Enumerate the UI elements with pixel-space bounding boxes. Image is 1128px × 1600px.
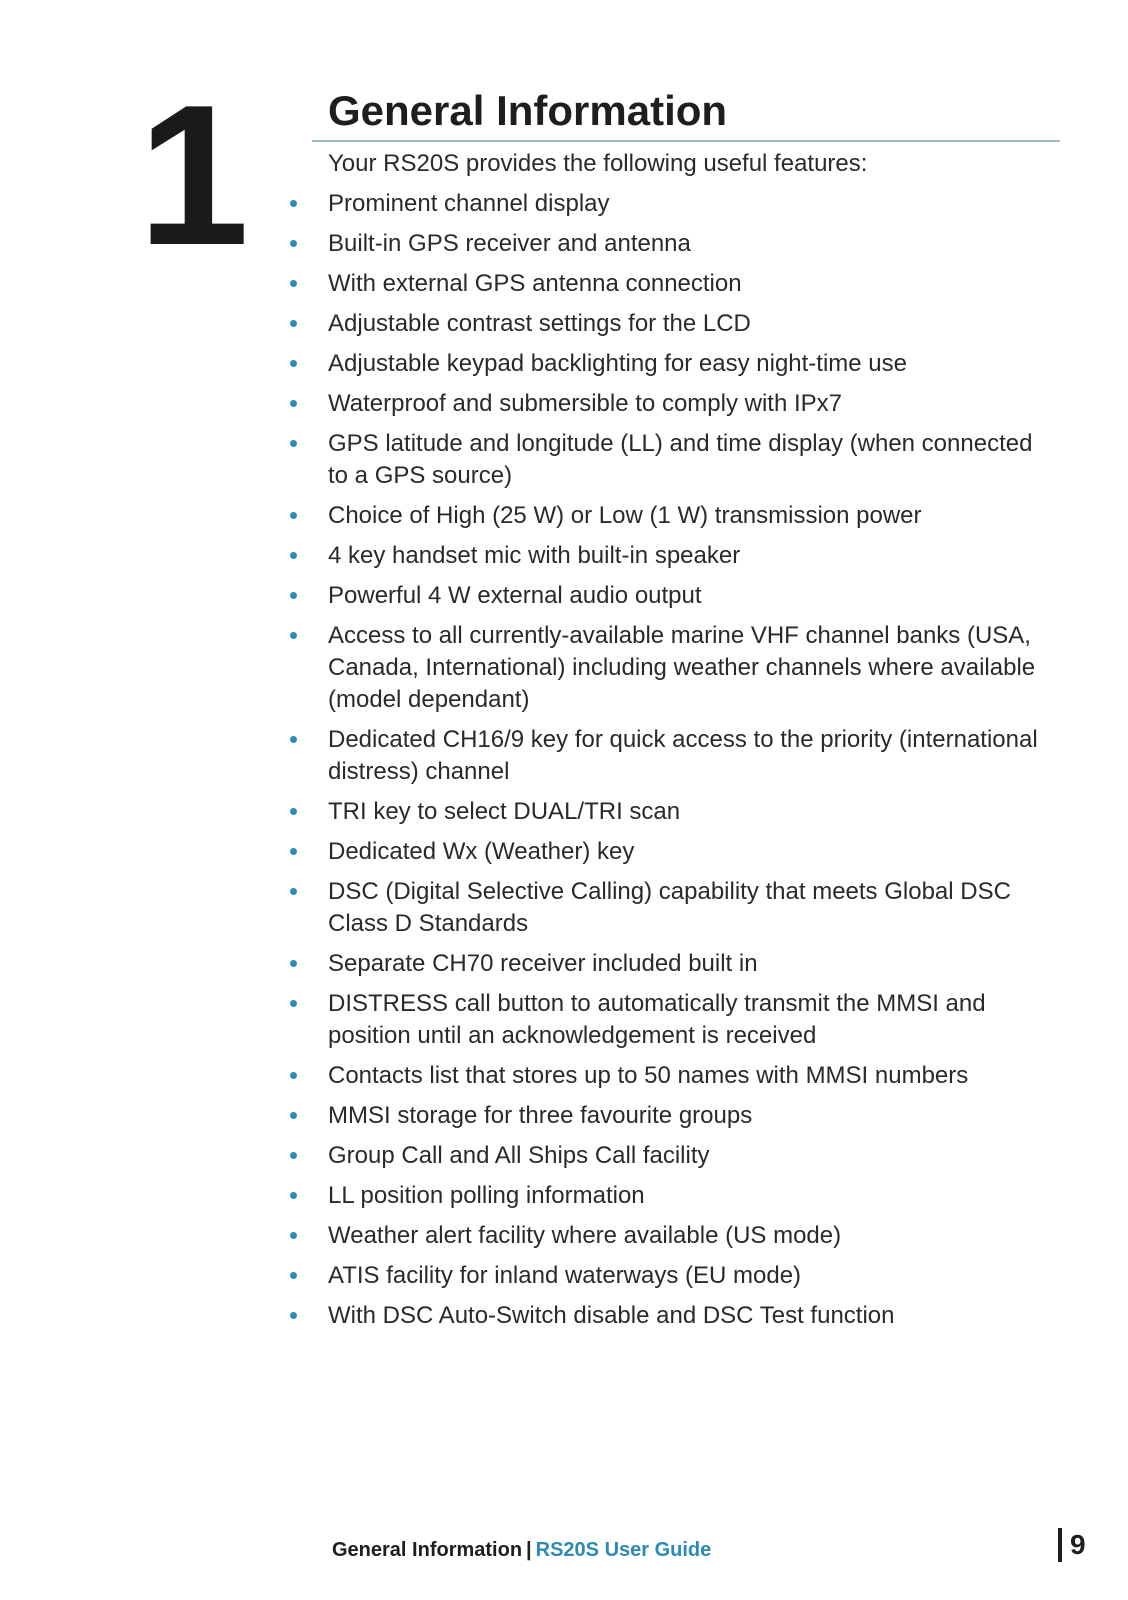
- list-item: [328, 724, 1050, 788]
- page-number: 9: [1058, 1528, 1086, 1562]
- list-item: [328, 796, 1050, 828]
- bullet-icon: [290, 512, 297, 519]
- feature-text: GPS latitude and longitude (LL) and time display (when connected to a GPS source): [328, 430, 1033, 489]
- feature-text: Built-in GPS receiver and antenna: [328, 230, 691, 257]
- bullet-icon: [290, 1312, 297, 1319]
- feature-text: Powerful 4 W external audio output: [328, 582, 702, 609]
- bullet-icon: [290, 888, 297, 895]
- list-item: [328, 228, 1050, 260]
- bullet-icon: [290, 1112, 297, 1119]
- bullet-icon: [290, 320, 297, 327]
- feature-text: TRI key to select DUAL/TRI scan: [328, 798, 681, 825]
- list-item: [328, 876, 1050, 940]
- feature-text: Group Call and All Ships Call facility: [328, 1142, 710, 1169]
- list-item: [328, 988, 1050, 1052]
- list-item: [328, 1100, 1050, 1132]
- footer-section-title: General Information: [332, 1539, 523, 1561]
- feature-text: DISTRESS call button to automatically transmit the MMSI and position until an acknowledgement is received: [328, 990, 986, 1049]
- feature-text: Dedicated Wx (Weather) key: [328, 838, 635, 865]
- bullet-icon: [290, 240, 297, 247]
- feature-text: DSC (Digital Selective Calling) capability that meets Global DSC Class D Standards: [328, 878, 1011, 937]
- feature-text: Adjustable contrast settings for the LCD: [328, 310, 751, 337]
- bullet-icon: [290, 552, 297, 559]
- page-title: General Information: [328, 87, 728, 134]
- list-item: [328, 388, 1050, 420]
- bullet-icon: [290, 400, 297, 407]
- feature-text: With external GPS antenna connection: [328, 270, 742, 297]
- list-item: [328, 1180, 1050, 1212]
- list-item: [328, 1260, 1050, 1292]
- bullet-icon: [290, 1232, 297, 1239]
- bullet-icon: [290, 1072, 297, 1079]
- bullet-icon: [290, 360, 297, 367]
- list-item: [328, 540, 1050, 572]
- list-item: [328, 500, 1050, 532]
- list-item: [328, 428, 1050, 492]
- bullet-icon: [290, 1192, 297, 1199]
- bullet-icon: [290, 736, 297, 743]
- list-item: [328, 268, 1050, 300]
- list-item: [328, 620, 1050, 716]
- bullet-icon: [290, 632, 297, 639]
- page-footer: [332, 1537, 711, 1563]
- list-item: [328, 1060, 1050, 1092]
- feature-text: Adjustable keypad backlighting for easy night-time use: [328, 350, 907, 377]
- list-item: [328, 348, 1050, 380]
- bullet-icon: [290, 960, 297, 967]
- bullet-icon: [290, 200, 297, 207]
- chapter-number: 1: [138, 64, 244, 287]
- feature-text: Choice of High (25 W) or Low (1 W) transmission power: [328, 502, 922, 529]
- title-divider: [312, 140, 1060, 142]
- feature-text: With DSC Auto-Switch disable and DSC Test function: [328, 1302, 895, 1329]
- list-item: [328, 308, 1050, 340]
- feature-text: Dedicated CH16/9 key for quick access to the priority (international distress) channel: [328, 726, 1038, 785]
- feature-text: ATIS facility for inland waterways (EU mode): [328, 1262, 802, 1289]
- footer-separator: |: [526, 1539, 532, 1561]
- footer-guide-title: RS20S User Guide: [535, 1539, 712, 1561]
- bullet-icon: [290, 440, 297, 447]
- bullet-icon: [290, 592, 297, 599]
- feature-text: Access to all currently-available marine VHF channel banks (USA, Canada, International) including weather channels where available (model dependant): [328, 622, 1036, 713]
- feature-text: Waterproof and submersible to comply with IPx7: [328, 390, 842, 417]
- bullet-icon: [290, 848, 297, 855]
- feature-text: Prominent channel display: [328, 190, 610, 217]
- list-item: [328, 188, 1050, 220]
- bullet-icon: [290, 808, 297, 815]
- feature-text: LL position polling information: [328, 1182, 645, 1209]
- feature-text: MMSI storage for three favourite groups: [328, 1102, 753, 1129]
- feature-list: [328, 188, 1050, 1340]
- list-item: [328, 1140, 1050, 1172]
- list-item: [328, 836, 1050, 868]
- list-item: [328, 1220, 1050, 1252]
- bullet-icon: [290, 1000, 297, 1007]
- feature-text: Contacts list that stores up to 50 names with MMSI numbers: [328, 1062, 969, 1089]
- feature-text: 4 key handset mic with built-in speaker: [328, 542, 741, 569]
- bullet-icon: [290, 1152, 297, 1159]
- intro-text: Your RS20S provides the following useful features:: [328, 150, 868, 177]
- feature-text: Separate CH70 receiver included built in: [328, 950, 758, 977]
- bullet-icon: [290, 1272, 297, 1279]
- list-item: [328, 580, 1050, 612]
- feature-text: Weather alert facility where available (US mode): [328, 1222, 842, 1249]
- list-item: [328, 1300, 1050, 1332]
- bullet-icon: [290, 280, 297, 287]
- list-item: [328, 948, 1050, 980]
